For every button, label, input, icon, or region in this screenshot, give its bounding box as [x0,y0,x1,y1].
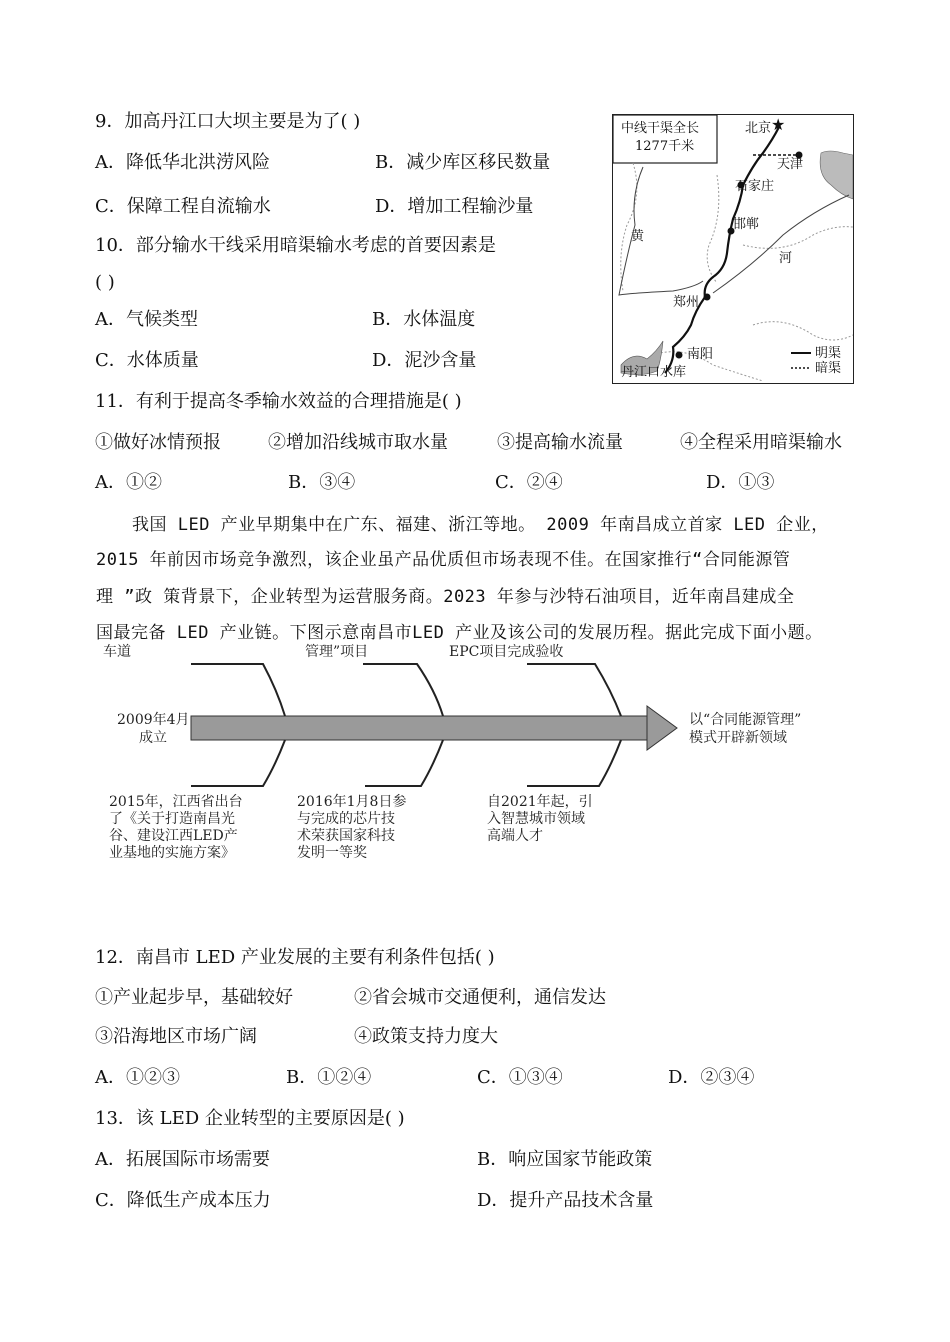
q12-stem: 12．南昌市 LED 产业发展的主要有利条件包括( ) [95,947,495,968]
q10-option-b: B．水体温度 [372,309,476,330]
q11-option-b: B．③④ [288,472,356,493]
he-river [713,195,849,293]
q11-option-c: C．②④ [495,472,563,493]
end-label-2: 模式开辟新领域 [689,730,787,746]
q12-item-1: ①产业起步早，基础较好 [95,987,293,1008]
timeline-figure [95,640,865,880]
q12-option-b: B．①②④ [286,1067,372,1088]
start-label-2: 成立 [139,730,167,746]
branch-text-2-line-2: 与完成的芯片技 [297,811,395,827]
branch-text-1-line-2: 了《关于打造南昌光 [109,811,235,827]
q13-option-a: A．拓展国际市场需要 [95,1149,270,1170]
q10-paren: ( ) [95,272,115,293]
q10-option-c: C．水体质量 [95,350,199,371]
label-huang: 黄 [631,229,645,244]
end-label-1: 以“合同能源管理” [689,712,802,728]
q12-option-a: A．①②③ [95,1067,180,1088]
nanyang-dot [676,352,683,359]
q11-item-1: ①做好冰情预报 [95,432,221,453]
star-icon: ★ [771,115,786,134]
start-label-1: 2009年4月 [117,712,190,728]
q13-option-c: C．降低生产成本压力 [95,1190,271,1211]
branch-top-2 [363,664,443,716]
passage-line-4: 国最完备 LED 产业链。下图示意南昌市LED 产业及该公司的发展历程。据此完成下面小题。 [96,623,823,643]
q10-option-a: A．气候类型 [95,309,198,330]
map-title-1: 中线干渠全长 [621,121,700,136]
branch-top-1 [191,664,285,716]
label-shijiazhuang: 石家庄 [735,179,775,194]
top-label-1: 车道 [103,644,131,660]
timeline-arrow-body [191,716,647,740]
legend-hidden: 暗渠 [815,361,842,376]
q10-stem: 10．部分输水干线采用暗渠输水考虑的首要因素是 [95,235,496,256]
passage-line-1: 我国 LED 产业早期集中在广东、福建、浙江等地。 2009 年南昌成立首家 LED 企业， [132,515,829,535]
q9-option-c: C．保障工程自流输水 [95,196,271,217]
label-tianjin: 天津 [777,157,804,172]
branch-bottom-2 [365,740,443,786]
label-he: 河 [779,251,793,266]
q9-stem: 9．加高丹江口大坝主要是为了( ) [95,111,361,132]
q11-option-d: D．①③ [706,472,775,493]
branch-text-1-line-1: 2015年，江西省出台 [109,794,243,810]
label-beijing: 北京 [745,121,772,136]
legend-open: 明渠 [815,346,842,361]
label-zhengzhou: 郑州 [673,295,700,310]
q13-option-d: D．提升产品技术含量 [477,1190,654,1211]
branch-top-3 [527,664,621,716]
q11-item-3: ③提高输水流量 [497,432,623,453]
q11-option-a: A．①② [95,472,162,493]
branch-text-3-line-1: 自2021年起，引 [487,794,593,810]
top-label-2: 管理”项目 [305,644,369,660]
q12-item-2: ②省会城市交通便利，通信发达 [354,987,606,1008]
q10-option-d: D．泥沙含量 [372,350,477,371]
q9-option-b: B．减少库区移民数量 [375,152,551,173]
q13-stem: 13．该 LED 企业转型的主要原因是( ) [95,1108,405,1129]
boundary-line [743,227,853,249]
passage-line-2: 2015 年前因市场竞争激烈，该企业虽产品优质但市场表现不佳。在国家推行“合同能源管 [96,550,791,570]
top-label-3: EPC项目完成验收 [449,644,564,660]
map-title-2: 1277千米 [635,139,695,154]
q12-option-c: C．①③④ [477,1067,563,1088]
boundary-line [753,322,853,340]
passage-line-3: 理 ”政 策背景下，企业转型为运营服务商。2023 年参与沙特石油项目，近年南昌建成全 [96,587,795,607]
branch-text-1-line-4: 业基地的实施方案》 [109,845,235,861]
q12-item-3: ③沿海地区市场广阔 [95,1026,257,1047]
q11-stem: 11．有利于提高冬季输水效益的合理措施是( ) [95,391,462,412]
coast-area [820,151,853,199]
q11-item-4: ④全程采用暗渠输水 [680,432,842,453]
branch-text-2-line-3: 术荣获国家科技 [297,828,395,844]
branch-text-2-line-1: 2016年1月8日参 [297,794,407,810]
canal-map [612,114,854,384]
branch-bottom-1 [191,740,285,786]
open-canal [665,127,779,373]
label-handan: 邯郸 [733,217,760,232]
branch-text-3-line-2: 入智慧城市领域 [487,811,585,827]
q12-option-d: D．②③④ [668,1067,755,1088]
q9-option-d: D．增加工程输沙量 [375,196,534,217]
q12-item-4: ④政策支持力度大 [354,1026,498,1047]
branch-text-1-line-3: 谷、建设江西LED产 [109,828,238,844]
q13-option-b: B．响应国家节能政策 [477,1149,653,1170]
zhengzhou-dot [704,294,711,301]
q11-item-2: ②增加沿线城市取水量 [268,432,448,453]
q9-option-a: A．降低华北洪涝风险 [95,152,270,173]
label-nanyang: 南阳 [687,347,714,362]
branch-text-2-line-4: 发明一等奖 [297,845,367,861]
map-drawing [613,115,853,383]
branch-text-3-line-3: 高端人才 [487,828,543,844]
branch-bottom-3 [527,740,621,786]
boundary-line [707,175,719,283]
label-reservoir: 丹江口水库 [621,365,687,380]
timeline-arrow-head [647,706,677,750]
